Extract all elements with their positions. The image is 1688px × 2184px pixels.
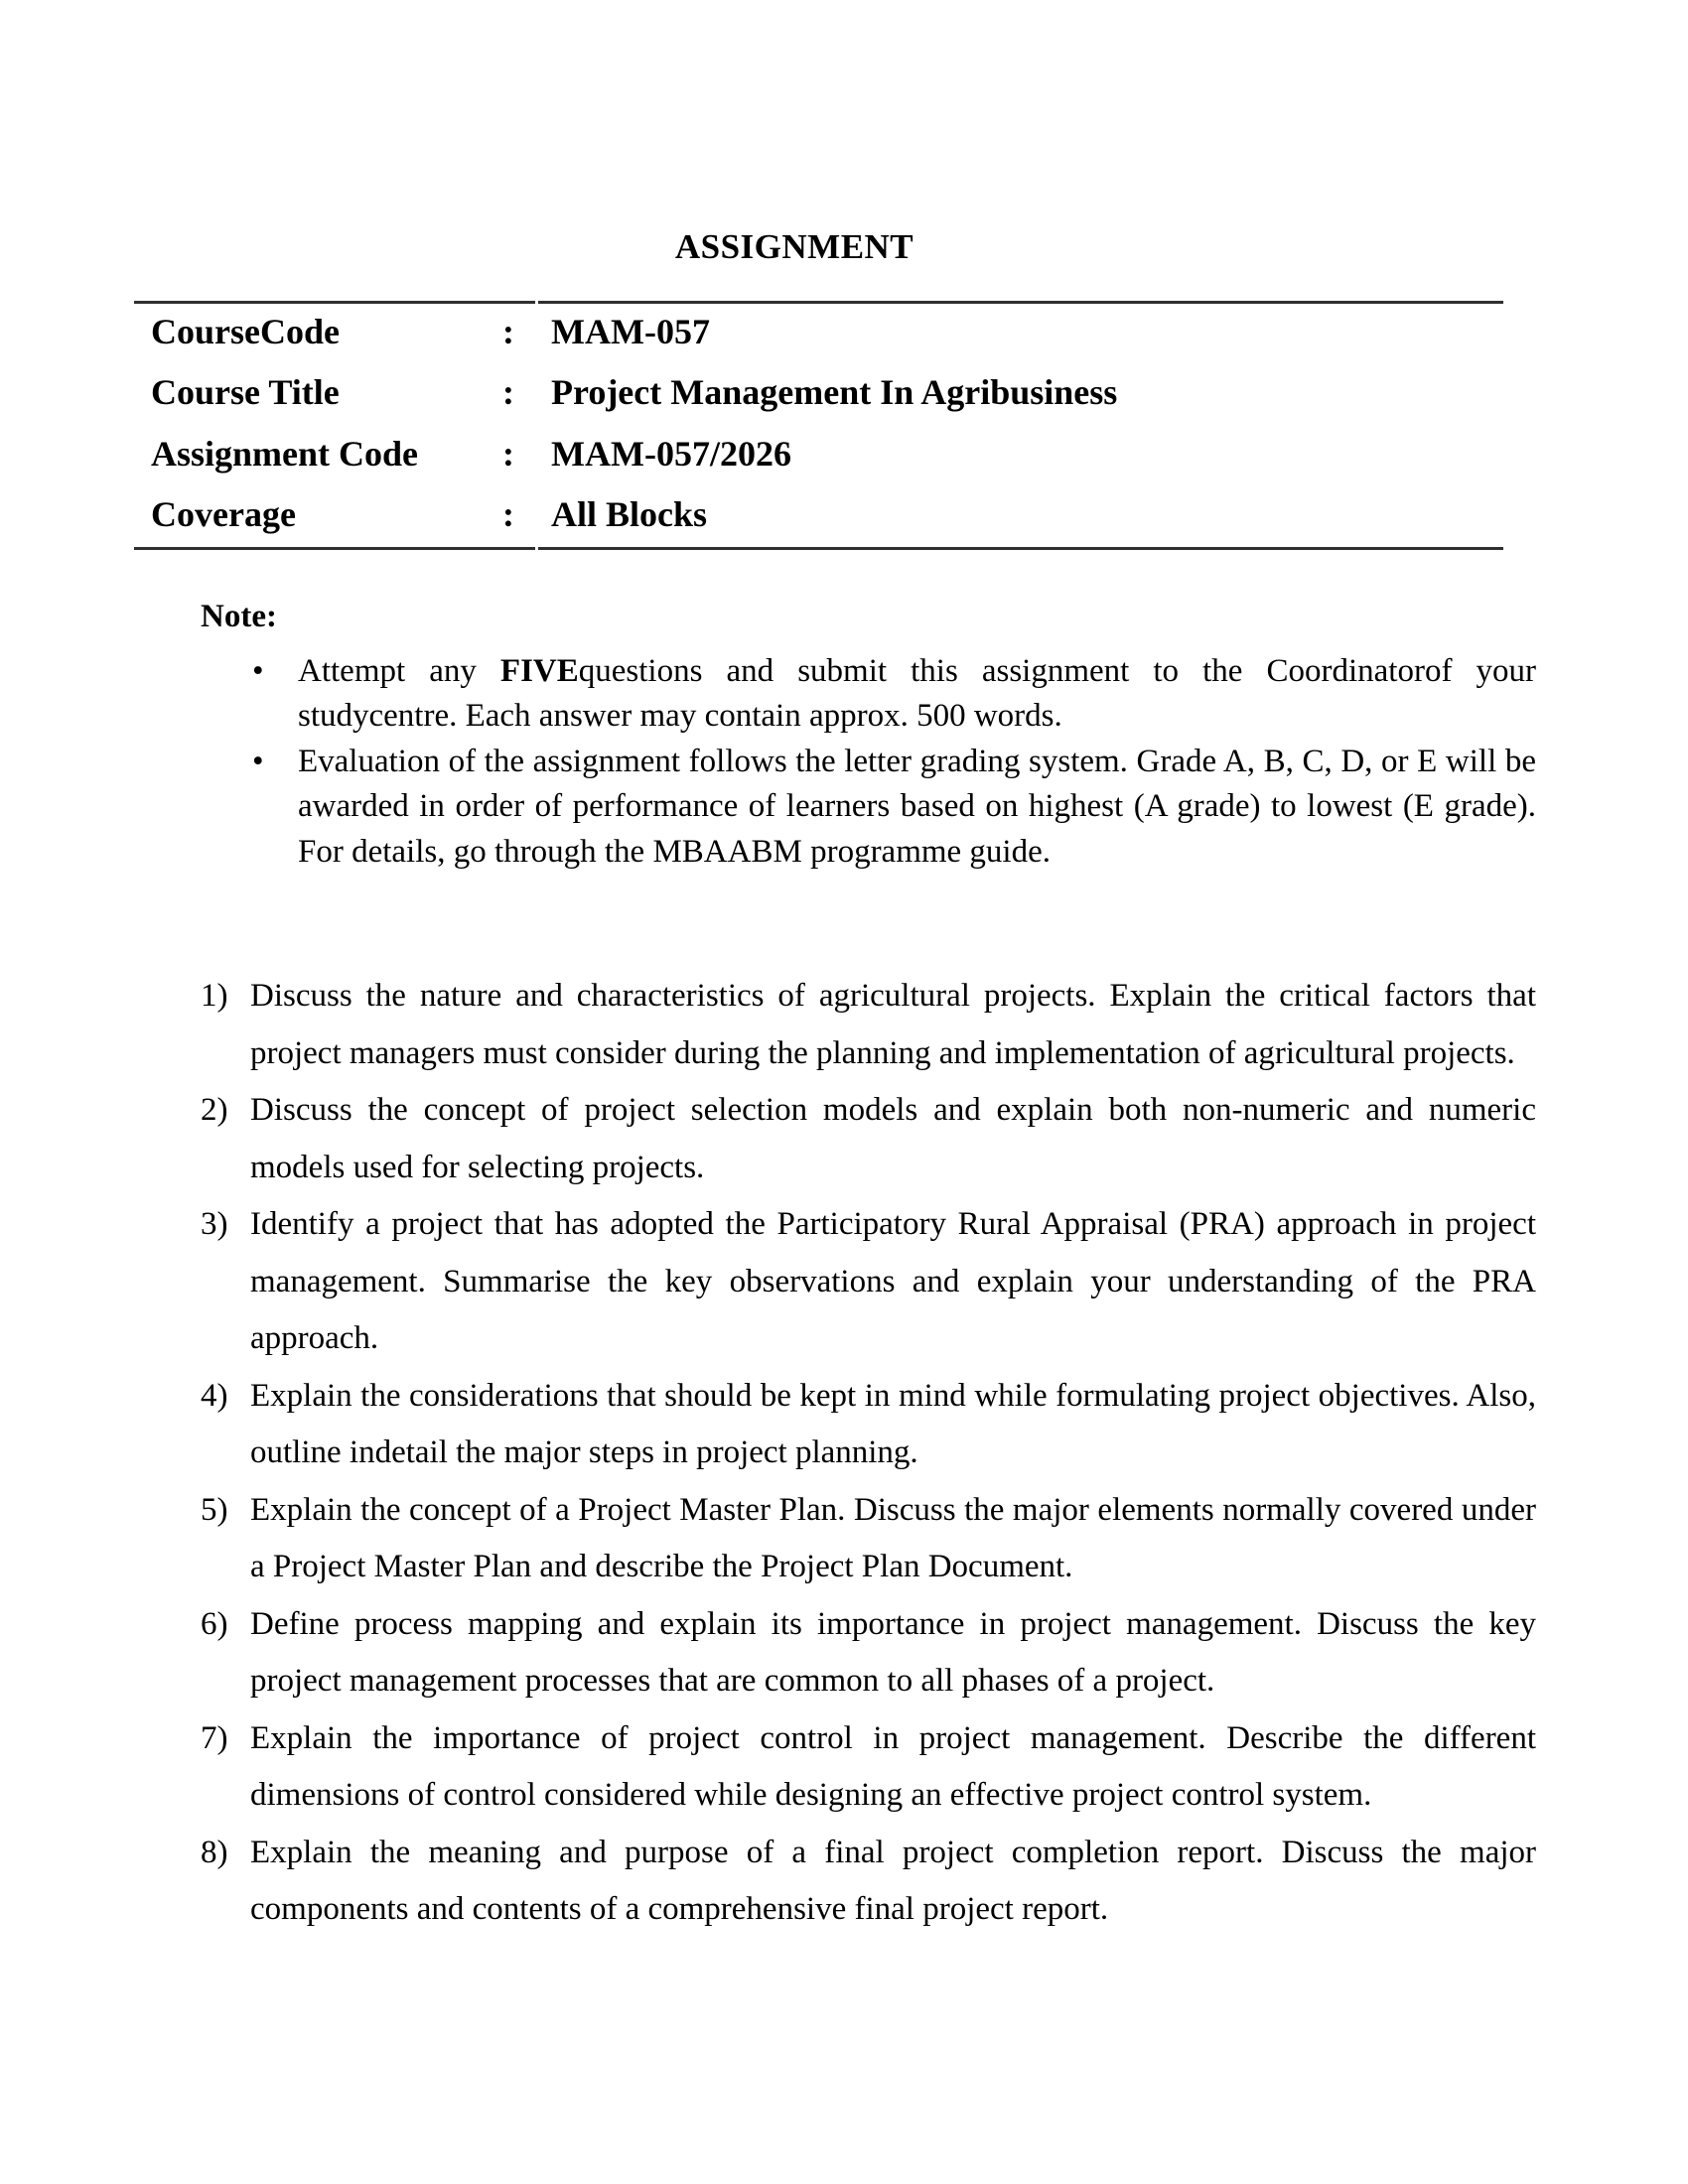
question-number: 5)	[201, 1491, 228, 1528]
row-label: Assignment Code	[151, 433, 419, 474]
table-row	[134, 426, 535, 486]
question-text: Explain the concept of a Project Master Plan. Discuss the major elements normally covered under a Project Master Plan and describe the Project Plan Document.	[250, 1491, 1536, 1584]
row-separator: :	[502, 433, 514, 474]
row-label: Coverage	[151, 493, 296, 534]
row-value: Project Management In Agribusiness	[551, 372, 1118, 413]
question-number: 1)	[201, 978, 228, 1014]
bullet-text-bold: FIVE	[499, 653, 579, 689]
question-text: Discuss the concept of project selection models and explain both non-numeric and numeric models used for selecting projects.	[250, 1092, 1536, 1185]
row-separator: :	[502, 493, 514, 534]
row-separator: :	[502, 312, 514, 351]
question-item	[201, 968, 1536, 1082]
table-row	[134, 304, 535, 364]
table-row	[538, 486, 1503, 547]
table-row	[134, 364, 535, 425]
question-text: Explain the considerations that should be kept in mind while formulating project objectives. Also, outline indetail the major steps in project planning.	[250, 1377, 1536, 1470]
row-label: Course Title	[151, 372, 340, 413]
question-item	[201, 1825, 1536, 1939]
bullet-text: Evaluation of the assignment follows the letter grading system. Grade A, B, C, D, or E will be awarded in order of performance of learners based on highest (A grade) to lowest (E grade). For details, go through the MBAABM programme guide.	[298, 743, 1536, 870]
question-text: Explain the importance of project control in project management. Describe the different dimensions of control considered while designing an effective project control system.	[250, 1719, 1536, 1813]
question-number: 6)	[201, 1605, 228, 1642]
row-separator: :	[502, 372, 514, 413]
table-row	[538, 364, 1503, 425]
table-row	[134, 486, 535, 547]
question-number: 4)	[201, 1377, 228, 1414]
course-info-value-column	[538, 301, 1503, 550]
question-number: 2)	[201, 1092, 228, 1128]
question-text: Define process mapping and explain its importance in project management. Discuss the key project management processes that are common to all phases of a project.	[250, 1605, 1536, 1699]
question-text: Explain the meaning and purpose of a final project completion report. Discuss the major components and contents of a comprehensive final project report.	[250, 1834, 1536, 1927]
table-row	[538, 304, 1503, 364]
question-number: 8)	[201, 1834, 228, 1870]
course-info-table	[134, 301, 1503, 550]
bullet-icon: •	[252, 743, 264, 779]
question-number: 7)	[201, 1719, 228, 1756]
note-bullet	[250, 649, 1536, 740]
question-text: Discuss the nature and characteristics of agricultural projects. Explain the critical factors that project managers must consider during the planning and implementation of agricultural projects.	[250, 978, 1536, 1071]
note-heading: Note:	[201, 599, 277, 634]
bullet-icon: •	[252, 653, 264, 689]
question-item	[201, 1596, 1536, 1710]
table-row	[538, 426, 1503, 486]
row-label: CourseCode	[151, 312, 340, 351]
note-bullet	[250, 740, 1536, 875]
question-item	[201, 1482, 1536, 1596]
question-list	[201, 968, 1536, 1939]
question-item	[201, 1082, 1536, 1196]
page-title: ASSIGNMENT	[674, 227, 914, 266]
note-bullet-list	[250, 649, 1536, 875]
bullet-text: Attempt any FIVEquestions and submit this assignment to the Coordinatorof your studycentre. Each answer may contain approx. 500 words.	[298, 653, 1536, 735]
row-value: MAM-057	[551, 312, 710, 351]
question-item	[201, 1196, 1536, 1368]
row-value: All Blocks	[551, 493, 708, 534]
course-info-label-column	[134, 301, 535, 550]
row-value: MAM-057/2026	[551, 433, 791, 474]
question-text: Identify a project that has adopted the Participatory Rural Appraisal (PRA) approach in project management. Summarise the key observations and explain your understanding of the PRA approach.	[250, 1206, 1536, 1356]
question-item	[201, 1368, 1536, 1482]
question-item	[201, 1710, 1536, 1825]
question-number: 3)	[201, 1206, 228, 1242]
